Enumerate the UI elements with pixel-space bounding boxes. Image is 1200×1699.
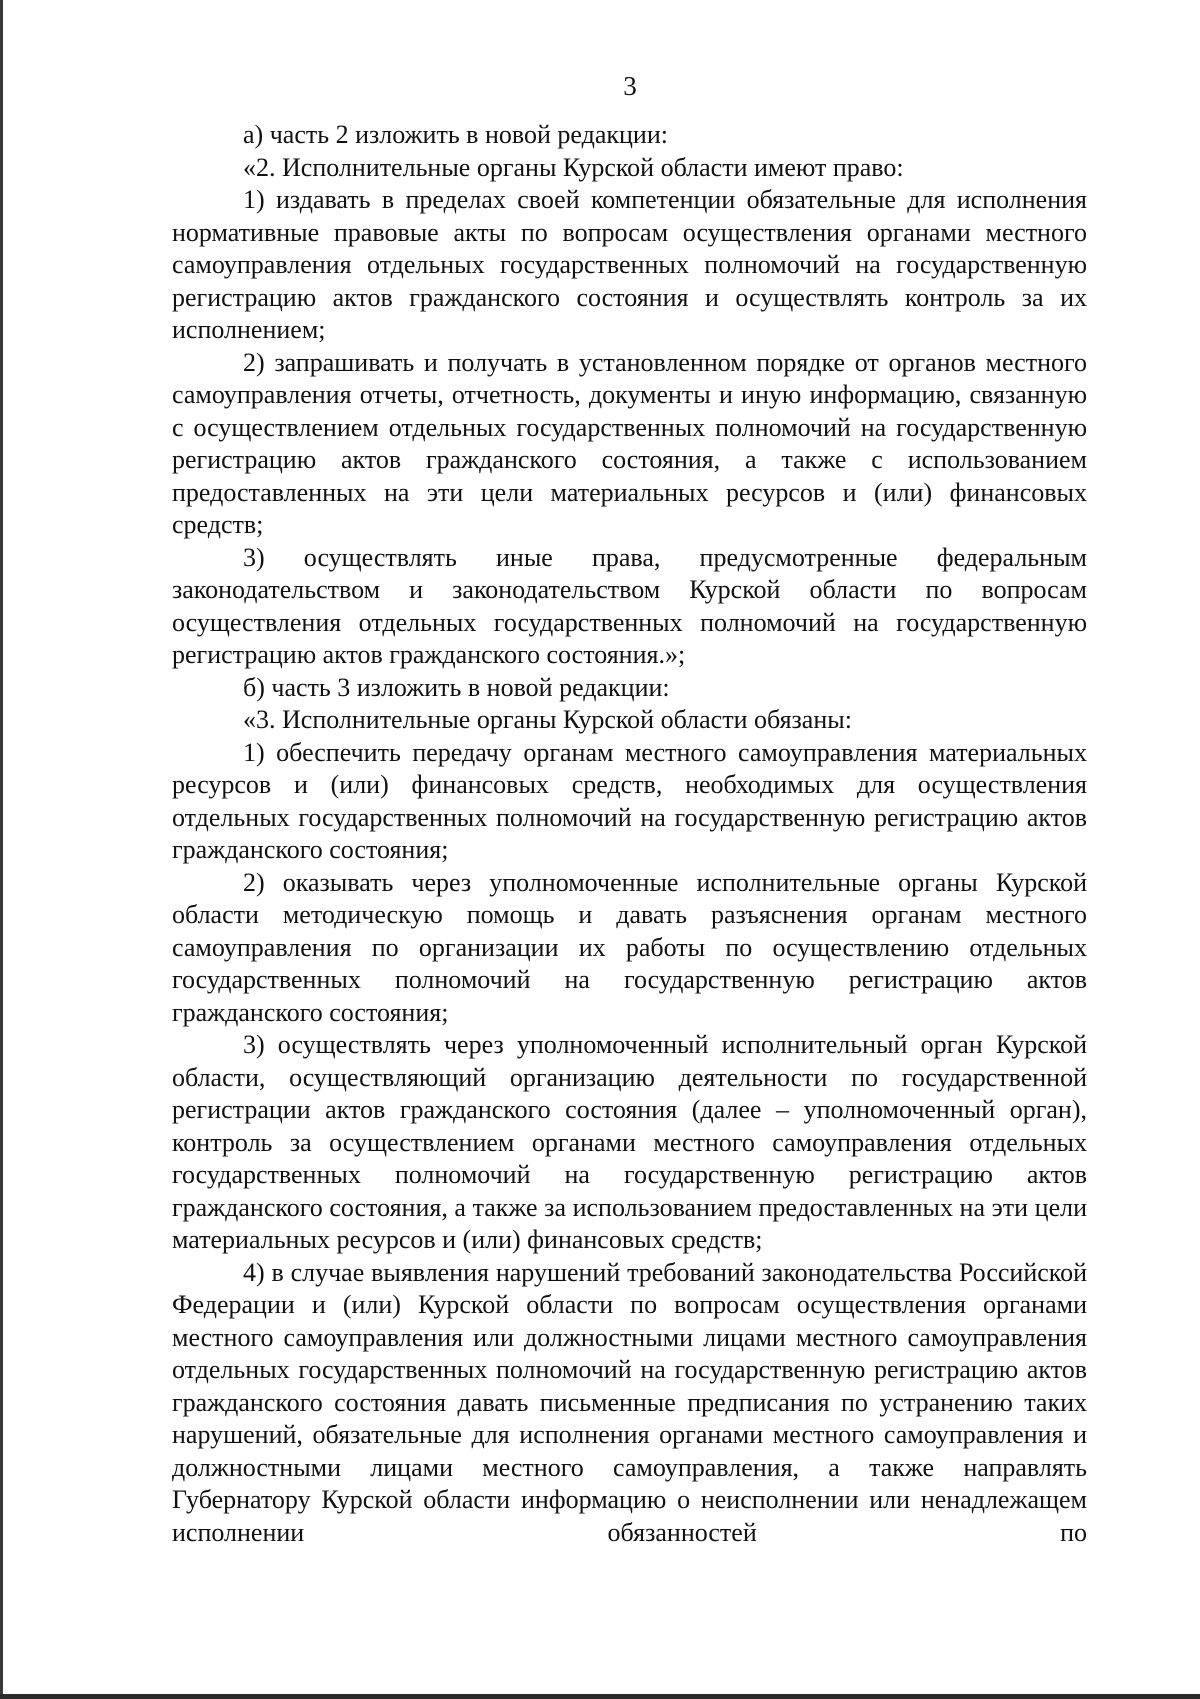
- paragraph-right-2: 2) запрашивать и получать в установленном порядке от органов местного самоуправления отчеты, отчетность, документы и иную информацию, связанную с осуществлением отдельных государственных полномочий на государственную регистрацию актов гражданского состояния, а также с использованием предоставленных на эти цели материальных ресурсов и (или) финансовых средств;: [172, 347, 1087, 539]
- paragraph-amendment-a: а) часть 2 изложить в новой редакции:: [243, 120, 668, 149]
- document-body: [172, 119, 1087, 1549]
- paragraph-amendment-b: б) часть 3 изложить в новой редакции:: [243, 672, 670, 702]
- paragraph-duty-2: 2) оказывать через уполномоченные исполнительные органы Курской области методическую помощь и давать разъяснения органам местного самоуправления по организации их работы по осуществлению отдельных государственных полномочий на государственную регистрацию актов гражданского состояния;: [172, 867, 1087, 1027]
- paragraph-right-1: 1) издавать в пределах своей компетенции обязательные для исполнения нормативные правовые акты по вопросам осуществления органами местного самоуправления отдельных государственных полномочий на государственную регистрацию актов гражданского состояния и осуществлять контроль за их исполнением;: [172, 185, 1087, 344]
- paragraph-part-3-heading: «3. Исполнительные органы Курской области обязаны:: [243, 705, 852, 734]
- scan-bottom-edge: [0, 1694, 1200, 1699]
- paragraph-duty-4: 4) в случае выявления нарушений требований законодательства Российской Федерации и (или) Курской области по вопросам осуществления органами местного самоуправления или должностными лицами местного самоуправления отдельных государственных полномочий на государственную регистрацию актов гражданского состояния давать письменные предписания по устранению таких нарушений, обязательные для исполнения органами местного самоуправления и должностными лицами местного самоуправления, а также направлять Губернатору Курской области информацию о неисполнении или ненадлежащем исполнении обязанностей по: [172, 1257, 1087, 1547]
- paragraph-duty-1: 1) обеспечить передачу органам местного самоуправления материальных ресурсов и (или) финансовых средств, необходимых для осуществления отдельных государственных полномочий на государственную регистрацию актов гражданского состояния;: [172, 737, 1087, 864]
- scan-left-edge: [0, 0, 3, 1699]
- page-number: 3: [623, 71, 637, 101]
- paragraph-right-3: 3) осуществлять иные права, предусмотренные федеральным законодательством и законодательством Курской области по вопросам осуществления отдельных государственных полномочий на государственную регистрацию актов гражданского состояния.»;: [172, 542, 1087, 669]
- paragraph-part-2-heading: «2. Исполнительные органы Курской области имеют право:: [243, 152, 904, 182]
- paragraph-duty-3: 3) осуществлять через уполномоченный исполнительный орган Курской области, осуществляющий организацию деятельности по государственной регистрации актов гражданского состояния (далее – уполномоченный орган), контроль за осуществлением органами местного самоуправления отдельных государственных полномочий на государственную регистрацию актов гражданского состояния, а также за использованием предоставленных на эти цели материальных ресурсов и (или) финансовых средств;: [172, 1030, 1087, 1254]
